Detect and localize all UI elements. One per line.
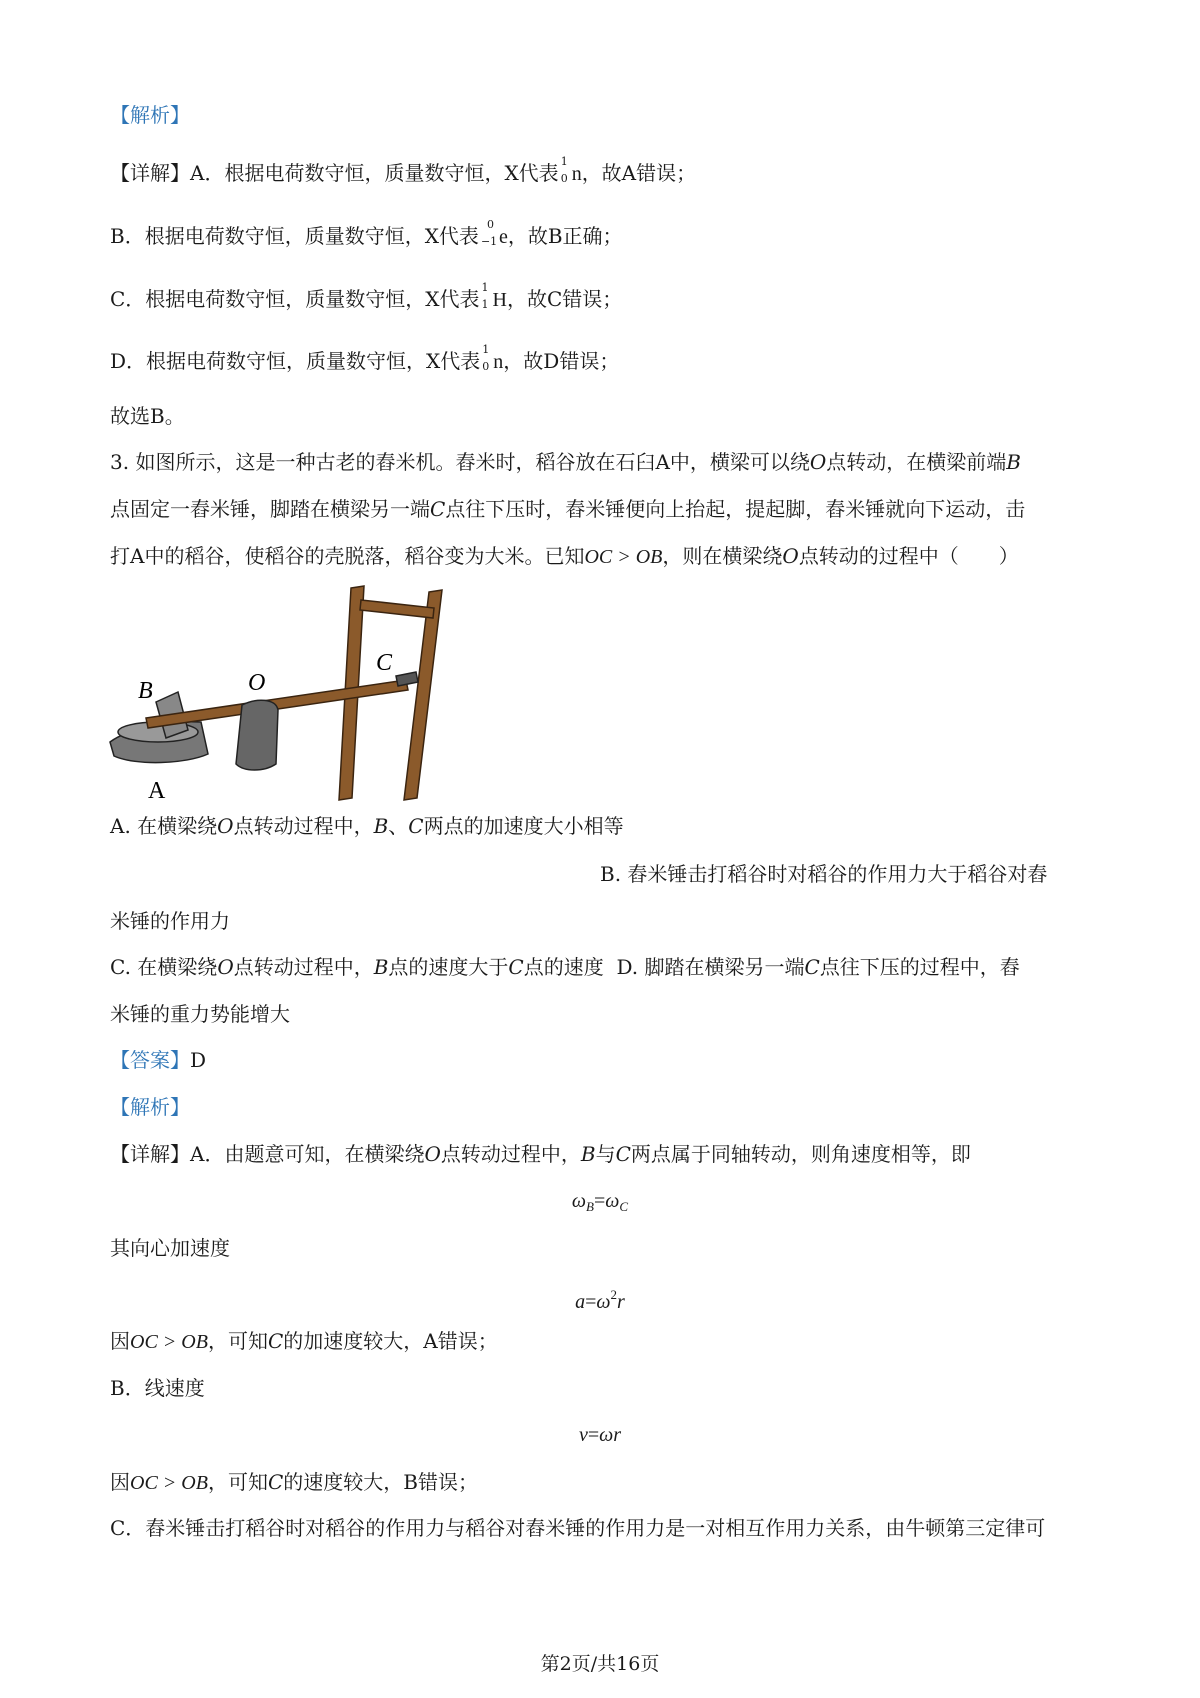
detail-line-c — [110, 281, 623, 314]
inequality-oc-ob: OC > OB — [584, 546, 663, 568]
nuclide-b-scripts: 0 −1 — [480, 218, 498, 248]
equation-accel: $a=\omega^2r$ — [575, 1287, 625, 1313]
label-a: A — [148, 778, 166, 804]
detail-line-d — [110, 343, 620, 376]
explain-p4: B．线速度 — [110, 1376, 205, 1400]
option-a: A. 在横梁绕O点转动过程中，B、C两点的加速度大小相等 — [110, 814, 624, 838]
nuclide-c-scripts: 1 1 — [481, 281, 489, 311]
nuclide-a-symbol: n — [571, 163, 582, 185]
question3-line3: 打A中的稻谷，使稻谷的壳脱落，稻谷变为大米。已知OC > OB，则在横梁绕O点转动的过程中（ ） — [110, 544, 1019, 568]
option-d-text: D．根据电荷数守恒，质量数守恒，X代表 — [110, 349, 481, 373]
nuclide-b-symbol: e — [498, 226, 508, 248]
answer-label: 【答案】 — [110, 1048, 190, 1072]
nuclide-a-scripts: 1 0 — [560, 155, 568, 185]
nuclide-d-scripts: 1 0 — [482, 343, 490, 373]
nuclide-d-symbol: n — [493, 351, 504, 373]
label-b: B — [138, 678, 153, 704]
nuclide-c-symbol: H — [492, 289, 507, 311]
analysis-heading: 【解析】 — [110, 103, 190, 127]
answer-value: D — [190, 1048, 207, 1072]
question3-line1: 3. 如图所示，这是一种古老的舂米机。舂米时，稻谷放在石臼A中，横梁可以绕O点转动，在横梁前端B — [110, 450, 1021, 474]
option-b-end: ，故B正确； — [507, 224, 623, 248]
equation-omega: $\omega_B=\omega_C$ — [571, 1190, 629, 1214]
rice-pounder-figure — [106, 580, 466, 805]
label-c: C — [376, 650, 393, 676]
question3-line2: 点固定一舂米锤，脚踏在横梁另一端C点往下压时，舂米锤便向上抬起，提起脚，舂米锤就向下运动，击 — [110, 497, 1026, 521]
option-c-end: ，故C错误； — [507, 287, 623, 311]
option-d-end: ，故D错误； — [503, 349, 620, 373]
option-d-cont: 米锤的重力势能增大 — [110, 1002, 290, 1026]
fulcrum-stone — [236, 700, 278, 770]
label-o: O — [248, 670, 266, 696]
analysis-heading-2: 【解析】 — [110, 1095, 190, 1119]
frame-crossbar — [360, 600, 434, 618]
detail-line-a — [110, 155, 697, 188]
option-c-d: C. 在横梁绕O点转动过程中，B点的速度大于C点的速度 D. 脚踏在横梁另一端C点往下压的过程中，舂 — [110, 955, 1020, 979]
page-footer: 第2页/共16页 — [540, 1653, 660, 1675]
foot-pedal — [396, 672, 418, 686]
option-c-text: C．根据电荷数守恒，质量数守恒，X代表 — [110, 287, 480, 311]
option-b: B. 舂米锤击打稻谷时对稻谷的作用力大于稻谷对舂 — [600, 862, 1048, 886]
explain-p2: 其向心加速度 — [110, 1236, 230, 1260]
frame-post-right — [404, 590, 442, 800]
explain-p3: 因OC > OB，可知C的加速度较大，A错误； — [110, 1329, 498, 1353]
explain-p6: C．舂米锤击打稻谷时对稻谷的作用力与稻谷对舂米锤的作用力是一对相互作用力关系，由牛顿第三定律可 — [110, 1516, 1046, 1540]
detail-line-b — [110, 218, 623, 251]
equation-velocity: v=ωr — [578, 1424, 622, 1446]
option-b-cont: 米锤的作用力 — [110, 909, 230, 933]
answer-line — [110, 1046, 206, 1074]
explain-p5: 因OC > OB，可知C的速度较大，B错误； — [110, 1470, 478, 1494]
option-a-end: ，故A错误； — [581, 161, 697, 185]
option-b-text: B．根据电荷数守恒，质量数守恒，X代表 — [110, 224, 479, 248]
option-a-text: A．根据电荷数守恒，质量数守恒，X代表 — [190, 161, 559, 185]
conclusion: 故选B。 — [110, 404, 185, 428]
detail-label: 【详解】 — [110, 161, 190, 185]
explain-p1: 【详解】A．由题意可知，在横梁绕O点转动过程中，B与C两点属于同轴转动，则角速度相等，即 — [110, 1142, 971, 1166]
